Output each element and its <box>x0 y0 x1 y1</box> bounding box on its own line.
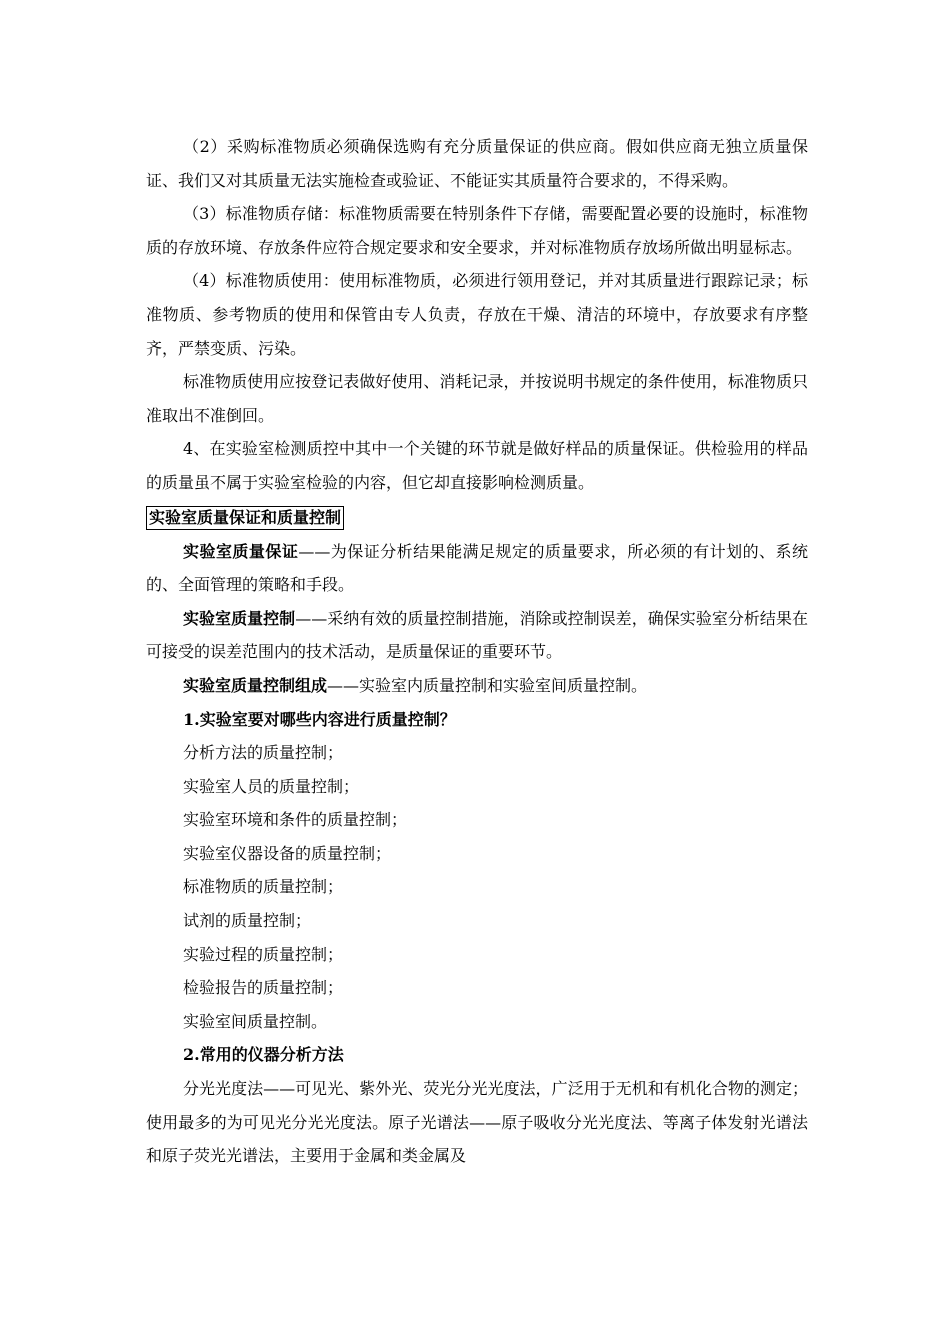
definition-text: ——实验室内质量控制和实验室间质量控制。 <box>327 675 648 695</box>
definition-term: 实验室质量保证 <box>183 541 299 561</box>
list-item: 实验室仪器设备的质量控制； <box>183 843 392 863</box>
paragraph-sample-quality: 4、在实验室检测质控中其中一个关键的环节就是做好样品的质量保证。供检验用的样品的质量虽不属于实验室检验的内容，但它却直接影响检测质量。 <box>146 439 808 492</box>
paragraph-instrument-methods: 分光光度法——可见光、紫外光、荧光分光光度法，广泛用于无机和有机化合物的测定；使用最多的为可见光分光光度法。原子光谱法——原子吸收分光光度法、等离子体发射光谱法和原子荧光光谱法，主要用于金属和类金属及 <box>146 1079 808 1166</box>
definition-text: ——为保证分析结果能满足规定的质量要求，所必须的有计划的、系统的、全面管理的策略和手段。 <box>146 541 808 595</box>
section-heading: 实验室质量保证和质量控制 <box>146 506 344 530</box>
list-item: 试剂的质量控制； <box>183 911 312 931</box>
list-item: 分析方法的质量控制； <box>183 743 344 763</box>
list-item: 实验室人员的质量控制； <box>183 776 360 796</box>
list-item: 实验室环境和条件的质量控制； <box>183 810 408 830</box>
definition-text: ——采纳有效的质量控制措施，消除或控制误差，确保实验室分析结果在可接受的误差范围内的技术活动，是质量保证的重要环节。 <box>146 608 808 662</box>
definition-term: 实验室质量控制 <box>183 608 296 628</box>
paragraph-standard-procurement: （2）采购标准物质必须确保选购有充分质量保证的供应商。假如供应商无独立质量保证、我们又对其质量无法实施检查或验证、不能证实其质量符合要求的，不得采购。 <box>146 137 808 190</box>
definition-quality-assurance <box>146 535 808 602</box>
list-item: 实验室间质量控制。 <box>183 1011 328 1031</box>
list-item: 检验报告的质量控制； <box>183 978 344 998</box>
question-1-heading: 1.实验室要对哪些内容进行质量控制？ <box>183 709 456 729</box>
document-body <box>146 130 808 1173</box>
control-items-list <box>146 736 808 1038</box>
paragraph-usage-record: 标准物质使用应按登记表做好使用、消耗记录，并按说明书规定的条件使用，标准物质只准取出不准倒回。 <box>146 372 808 425</box>
paragraph-standard-usage: （4）标准物质使用：使用标准物质，必须进行领用登记，并对其质量进行跟踪记录；标准物质、参考物质的使用和保管由专人负责，存放在干燥、清洁的环境中，存放要求有序整齐，严禁变质、污染。 <box>146 271 808 358</box>
list-item: 标准物质的质量控制； <box>183 877 344 897</box>
section-heading-wrapper <box>146 500 808 535</box>
list-item: 实验过程的质量控制； <box>183 944 344 964</box>
definition-term: 实验室质量控制组成 <box>183 675 328 695</box>
definition-quality-control <box>146 602 808 669</box>
question-2-heading: 2.常用的仪器分析方法 <box>183 1045 344 1065</box>
definition-quality-control-composition <box>146 669 808 703</box>
paragraph-standard-storage: （3）标准物质存储：标准物质需要在特别条件下存储，需要配置必要的设施时，标准物质的存放环境、存放条件应符合规定要求和安全要求，并对标准物质存放场所做出明显标志。 <box>146 204 808 257</box>
